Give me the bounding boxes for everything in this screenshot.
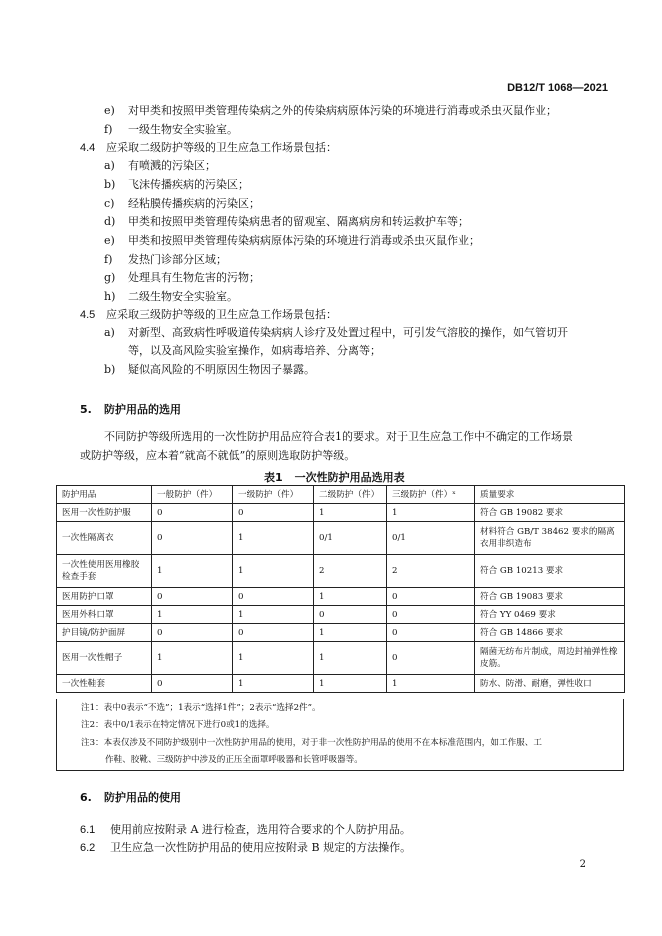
item-cell: 医用一次性帽子: [57, 642, 152, 675]
item-label: b): [104, 178, 116, 191]
header-cell: 二级防护（件）: [314, 486, 387, 504]
value-cell: 1: [152, 555, 233, 588]
table-row: [57, 522, 625, 555]
table-note: 注2：表中0/1表示在特定情况下进行0或1的选择。: [81, 720, 275, 730]
clause-6-2: [80, 841, 411, 855]
doc-code: DB12/T 1068—2021: [507, 82, 608, 94]
table-row: [57, 555, 625, 588]
value-cell: 1: [152, 606, 233, 624]
clause-text: 应采取三级防护等级的卫生应急工作场景包括：: [106, 308, 337, 321]
value-cell: 0: [152, 522, 233, 555]
table-header-row: [57, 486, 625, 504]
value-cell: 2: [387, 555, 475, 588]
clause-text: 卫生应急一次性防护用品的使用应按附录 B 规定的方法操作。: [110, 841, 412, 854]
value-cell: 1: [233, 522, 314, 555]
requirement-cell: 隔菌无纺布片制成，周边封袖弹性橡皮筋。: [475, 642, 625, 675]
list-item: [104, 326, 568, 340]
requirement-cell: 符合 YY 0469 要求: [475, 606, 625, 624]
clause-number: 6.1: [80, 824, 96, 836]
value-cell: 0: [387, 642, 475, 675]
item-text: 对新型、高致病性呼吸道传染病病人诊疗及处置过程中，可引发气溶胶的操作，如气管切开: [128, 326, 568, 339]
table-note-continued: 作鞋、胶靴、三级防护中涉及的正压全面罩呼吸器和长管呼吸器等。: [105, 755, 363, 765]
value-cell: 0: [152, 504, 233, 522]
list-item: [104, 104, 557, 118]
header-cell: 三级防护（件）ˣ: [387, 486, 475, 504]
item-label: c): [104, 197, 115, 210]
list-item: [104, 123, 238, 137]
value-cell: 0: [152, 588, 233, 606]
clause-number: 4.5: [80, 309, 96, 321]
item-label: e): [104, 104, 115, 117]
item-label: a): [104, 326, 115, 339]
section-6-heading: [80, 789, 181, 805]
paragraph: 不同防护等级所选用的一次性防护用品应符合表1的要求。对于卫生应急工作中不确定的工作场景: [104, 430, 573, 443]
table-note: 注3：本表仅涉及不同防护级别中一次性防护用品的使用，对于非一次性防护用品的使用不在本标准范围内，如工作服、工: [81, 738, 542, 748]
value-cell: 1: [314, 642, 387, 675]
paragraph-continued: 或防护等级，应本着“就高不就低”的原则选取防护等级。: [80, 449, 356, 462]
table-row: [57, 606, 625, 624]
item-label: g): [104, 271, 116, 284]
value-cell: 0: [387, 606, 475, 624]
table-row: [57, 642, 625, 675]
value-cell: 0: [233, 624, 314, 642]
list-item: [104, 363, 315, 377]
table-row: [57, 504, 625, 522]
value-cell: 1: [233, 606, 314, 624]
value-cell: 1: [387, 675, 475, 693]
item-cell: 医用防护口罩: [57, 588, 152, 606]
value-cell: 1: [314, 504, 387, 522]
value-cell: 2: [314, 555, 387, 588]
list-item: [104, 234, 480, 248]
item-cell: 一次性隔离衣: [57, 522, 152, 555]
item-label: a): [104, 159, 115, 172]
item-label: f): [104, 123, 113, 136]
page-number: 2: [579, 859, 586, 870]
value-cell: 1: [233, 675, 314, 693]
requirement-cell: 材料符合 GB/T 38462 要求的隔离衣用非织造布: [475, 522, 625, 555]
clause-4-5: [80, 308, 337, 322]
value-cell: 1: [314, 675, 387, 693]
table-number: 表1: [264, 471, 283, 484]
item-cell: 医用外科口罩: [57, 606, 152, 624]
list-item: [104, 290, 238, 304]
item-text: 甲类和按照甲类管理传染病患者的留观室、隔离病房和转运救护车等；: [128, 215, 469, 228]
table-notes: [56, 699, 624, 771]
item-cell: 护目镜/防护面屏: [57, 624, 152, 642]
table-note: 注1：表中0表示“不选”；1表示“选择1件”；2表示“选择2件”。: [81, 703, 321, 713]
value-cell: 1: [314, 588, 387, 606]
value-cell: 1: [233, 642, 314, 675]
value-cell: 0/1: [387, 522, 475, 555]
clause-number: 4.4: [80, 142, 96, 154]
requirement-cell: 符合 GB 14866 要求: [475, 624, 625, 642]
requirement-cell: 防水、防滑、耐磨，弹性收口: [475, 675, 625, 693]
item-text: 疑似高风险的不明原因生物因子暴露。: [128, 363, 315, 376]
list-item: [104, 215, 469, 229]
ppe-selection-table: [56, 485, 625, 693]
header-cell: 一级防护（件）: [233, 486, 314, 504]
section-title: 防护用品的选用: [104, 403, 181, 416]
item-text-continued: 等，以及高风险实验室操作，如病毒培养、分离等；: [128, 344, 381, 357]
value-cell: 1: [314, 624, 387, 642]
item-text: 有喷溅的污染区；: [128, 159, 216, 172]
value-cell: 0: [233, 504, 314, 522]
value-cell: 0: [387, 624, 475, 642]
section-title: 防护用品的使用: [104, 791, 181, 804]
item-text: 一级生物安全实验室。: [128, 123, 238, 136]
list-item: [104, 197, 260, 211]
table-title: 一次性防护用品选用表: [294, 471, 405, 484]
clause-number: 6.2: [80, 842, 96, 854]
clause-6-1: [80, 823, 411, 837]
item-cell: 医用一次性防护服: [57, 504, 152, 522]
section-5-heading: [80, 401, 181, 417]
value-cell: 0: [314, 606, 387, 624]
value-cell: 1: [387, 504, 475, 522]
header-cell: 防护用品: [57, 486, 152, 504]
value-cell: 1: [152, 642, 233, 675]
item-text: 飞沫传播疾病的污染区；: [128, 178, 249, 191]
requirement-cell: 符合 GB 19082 要求: [475, 504, 625, 522]
table-row: [57, 675, 625, 693]
item-label: h): [104, 290, 116, 303]
clause-text: 使用前应按附录 A 进行检查，选用符合要求的个人防护用品。: [110, 823, 411, 836]
item-cell: 一次性鞋套: [57, 675, 152, 693]
value-cell: 0: [387, 588, 475, 606]
table-row: [57, 588, 625, 606]
item-text: 甲类和按照甲类管理传染病病原体污染的环境进行消毒或杀虫灭鼠作业；: [128, 234, 480, 247]
item-text: 二级生物安全实验室。: [128, 290, 238, 303]
value-cell: 1: [233, 555, 314, 588]
value-cell: 0: [152, 675, 233, 693]
item-label: f): [104, 253, 113, 266]
item-text: 发热门诊部分区域；: [128, 253, 227, 266]
list-item: [104, 159, 216, 173]
list-item: [104, 178, 249, 192]
item-text: 经粘膜传播疾病的污染区；: [128, 197, 260, 210]
header-cell: 一般防护（件）: [152, 486, 233, 504]
value-cell: 0: [152, 624, 233, 642]
item-text: 对甲类和按照甲类管理传染病之外的传染病病原体污染的环境进行消毒或杀虫灭鼠作业；: [128, 104, 557, 117]
section-number: 5.: [80, 403, 92, 416]
clause-4-4: [80, 141, 337, 155]
clause-text: 应采取二级防护等级的卫生应急工作场景包括：: [106, 141, 337, 154]
list-item: [104, 253, 227, 267]
requirement-cell: 符合 GB 19083 要求: [475, 588, 625, 606]
value-cell: 0/1: [314, 522, 387, 555]
item-label: d): [104, 215, 116, 228]
header-cell: 质量要求: [475, 486, 625, 504]
requirement-cell: 符合 GB 10213 要求: [475, 555, 625, 588]
list-item: [104, 271, 260, 285]
item-label: e): [104, 234, 115, 247]
item-cell: 一次性使用医用橡胶检查手套: [57, 555, 152, 588]
section-number: 6.: [80, 791, 92, 804]
value-cell: 0: [233, 588, 314, 606]
table-caption: [264, 469, 405, 485]
item-label: b): [104, 363, 116, 376]
item-text: 处理具有生物危害的污物；: [128, 271, 260, 284]
table-row: [57, 624, 625, 642]
